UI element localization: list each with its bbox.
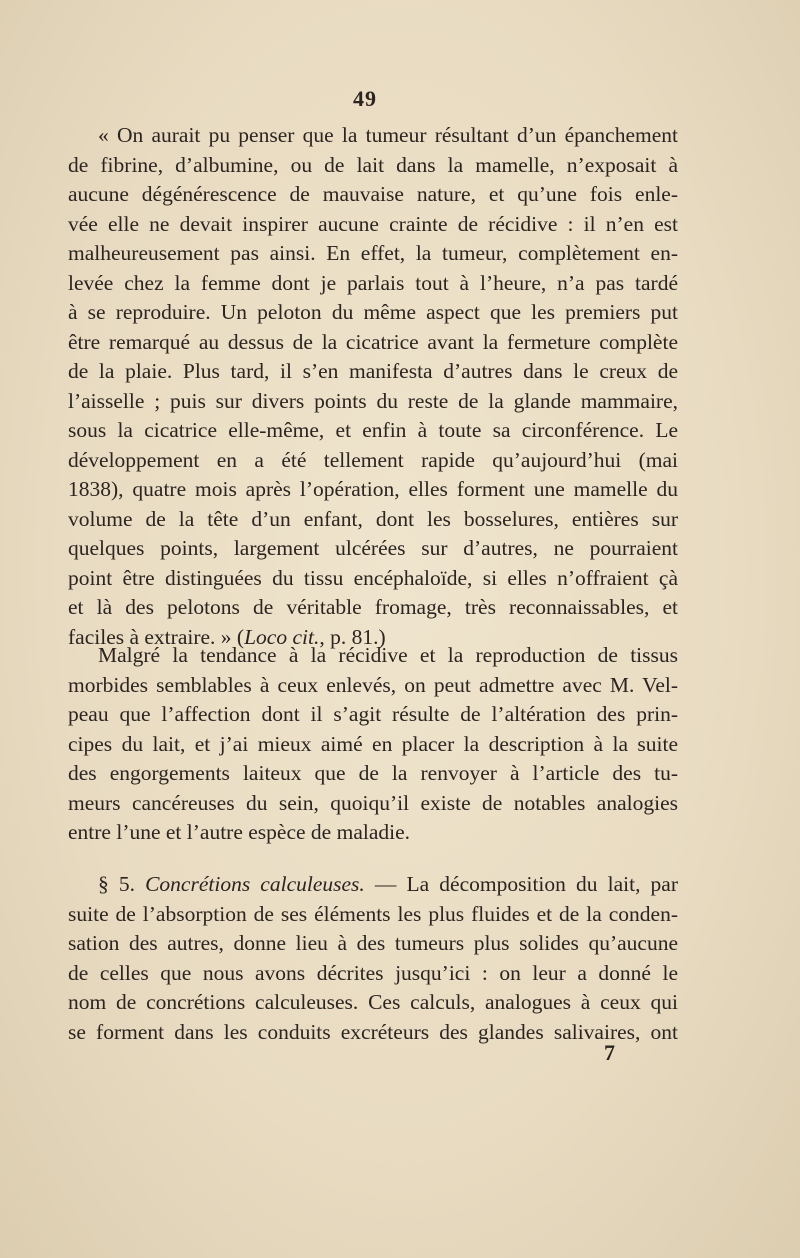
text-line: entre l’une et l’autre espèce de maladie. — [68, 820, 411, 844]
text-line: l’aisselle ; puis sur divers points du reste de la glande mammaire, — [68, 388, 678, 413]
citation-text: faciles à extraire. » ( — [68, 624, 245, 649]
text-line: peau que l’affection dont il s’agit résulte de l’altération des prin- — [68, 702, 678, 726]
text-line: morbides semblables à ceux enlevés, on peut admettre avec M. Vel- — [68, 672, 678, 697]
text-line: point être distinguées du tissu encéphaloïde, si elles n’offraient çà — [68, 565, 678, 590]
text-line: aucune dégénérescence de mauvaise nature, et qu’une fois enle- — [68, 182, 678, 206]
text-line: levée chez la femme dont je parlais tout à l’heure, n’a pas tardé — [68, 270, 678, 295]
section-number: § 5. — [98, 872, 135, 896]
text-line: vée elle ne devait inspirer aucune crainte de récidive : il n’en est — [68, 211, 678, 236]
text-line: de fibrine, d’albumine, ou de lait dans la mamelle, n’exposait à — [68, 152, 678, 177]
text-line: être remarqué au dessus de la cicatrice avant la fermeture complète — [68, 329, 678, 354]
text-line: de la plaie. Plus tard, il s’en manifesta d’autres dans le creux de — [68, 359, 678, 383]
text-line: quelques points, largement ulcérées sur d’autres, ne pourraient — [68, 536, 678, 560]
signature-mark: 7 — [604, 1040, 615, 1065]
text-line: sous la cicatrice elle-même, et enfin à toute sa circonférence. Le — [68, 418, 678, 442]
paragraph-section-5 — [68, 870, 678, 1047]
text-line: à se reproduire. Un peloton du même aspect que les premiers put — [68, 300, 678, 324]
text-line: volume de la tête d’un enfant, dont les bosselures, entières sur — [68, 506, 678, 531]
text-line: cipes du lait, et j’ai mieux aimé en placer la description à la suite — [68, 731, 678, 756]
text-line: de celles que nous avons décrites jusqu’ici : on leur a donné le — [68, 960, 678, 985]
citation-source: Loco cit. — [244, 624, 320, 649]
text-line: malheureusement pas ainsi. En effet, la tumeur, complètement en- — [68, 241, 678, 265]
section-text: — La décomposition du lait, par — [364, 872, 679, 896]
text-line: 1838), quatre mois après l’opération, elles forment une mamelle du — [68, 477, 678, 501]
text-line: Malgré la tendance à la récidive et la reproduction de tissus — [98, 643, 678, 667]
paragraph-quotation — [68, 121, 678, 652]
text-line: suite de l’absorption de ses éléments les plus fluides et de la conden- — [68, 901, 678, 926]
section-heading-line — [68, 870, 678, 900]
text-line: des engorgements laiteux que de la renvoyer à l’article des tu- — [68, 761, 678, 785]
citation-page: , p. 81.) — [319, 624, 386, 649]
text-line: se forment dans les conduits excréteurs des glandes salivaires, ont — [68, 1019, 678, 1044]
text-line: nom de concrétions calculeuses. Ces calculs, analogues à ceux qui — [68, 990, 678, 1014]
paragraph-commentary — [68, 641, 678, 848]
section-title: Concrétions calculeuses. — [145, 872, 365, 896]
text-line: sation des autres, donne lieu à des tumeurs plus solides qu’aucune — [68, 931, 678, 955]
text-line: « On aurait pu penser que la tumeur résultant d’un épanchement — [98, 123, 678, 147]
text-line: et là des pelotons de véritable fromage, très reconnaissables, et — [68, 595, 678, 619]
text-line: meurs cancéreuses du sein, quoiqu’il existe de notables analogies — [68, 790, 678, 815]
text-line: développement en a été tellement rapide qu’aujourd’hui (mai — [68, 447, 678, 472]
page-number: 49 — [353, 86, 377, 111]
